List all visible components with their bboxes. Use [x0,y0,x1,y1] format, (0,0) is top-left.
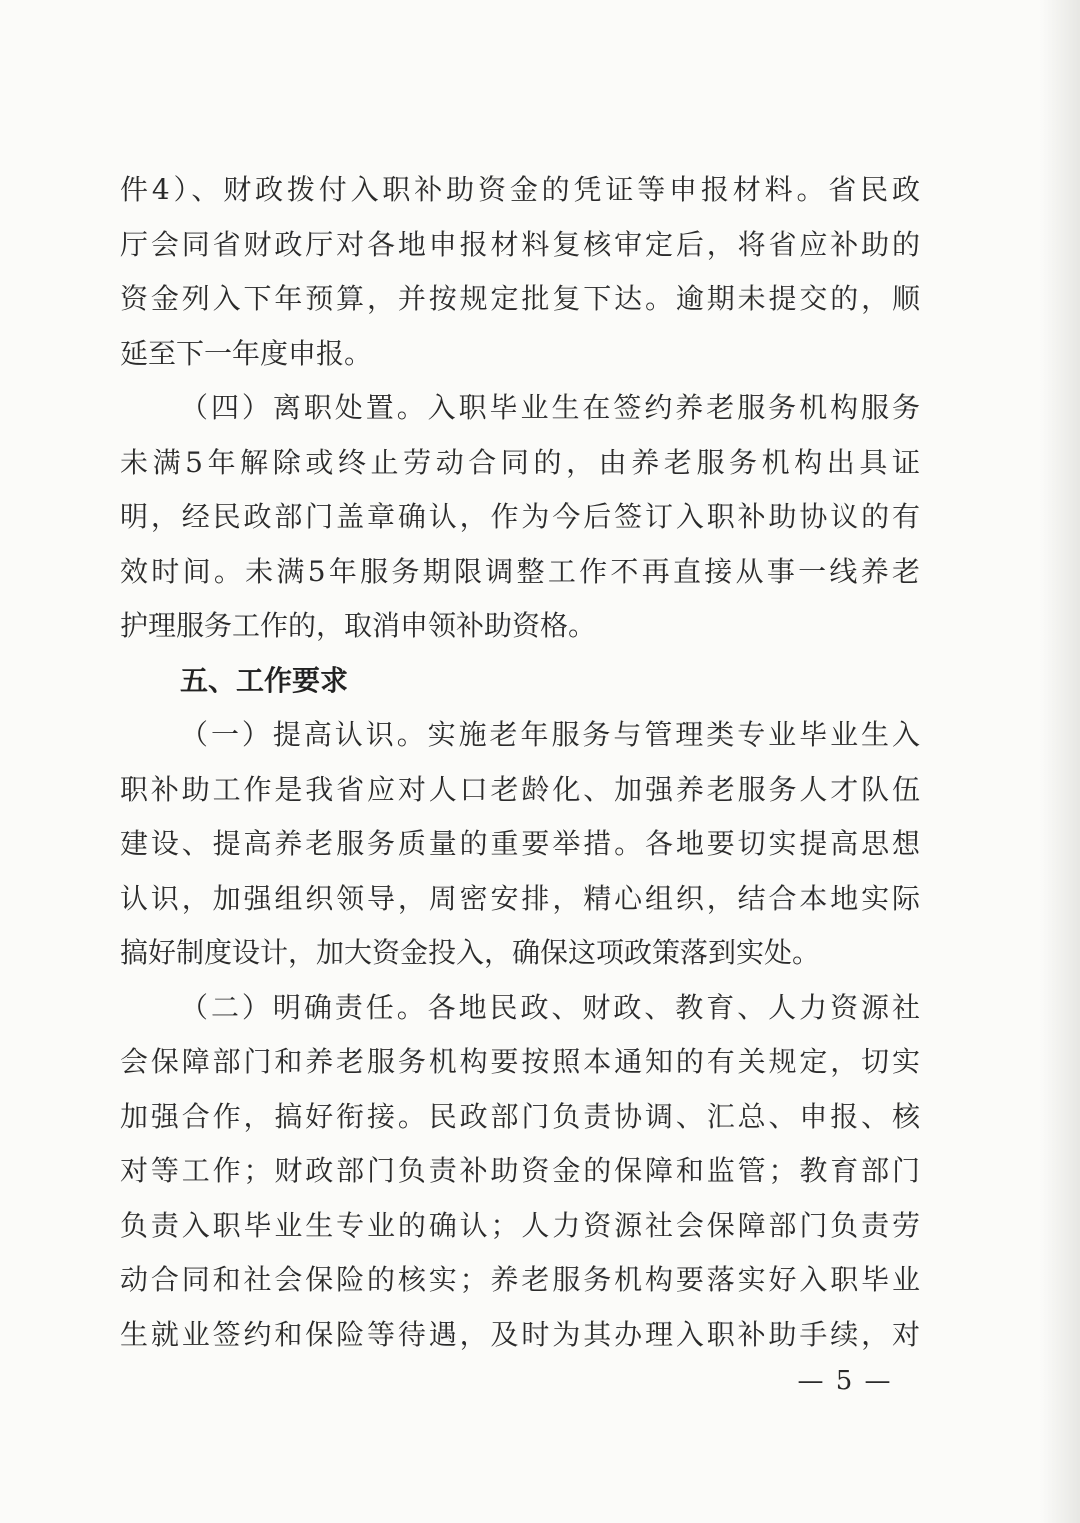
text-line: 动合同和社会保险的核实；养老服务机构要落实好入职毕业 [120,1263,920,1296]
text-line: 建设、提高养老服务质量的重要举措。各地要切实提高思想 [120,827,920,860]
page-number: — 5 — [797,1366,893,1396]
text-line: 生就业签约和保险等待遇，及时为其办理入职补助手续，对 [120,1317,920,1351]
text-line: 未满5年解除或终止劳动合同的，由养老服务机构出具证 [120,445,920,479]
body-text [120,163,920,1362]
paragraph-start-line: （一）提高认识。实施老年服务与管理类专业毕业生入 [180,718,920,751]
text-line: 资金列入下年预算，并按规定批复下达。逾期未提交的，顺 [120,282,920,315]
text-line: 加强合作，搞好衔接。民政部门负责协调、汇总、申报、核 [120,1099,920,1133]
text-line: 明，经民政部门盖章确认，作为今后签订入职补助协议的有 [120,500,920,533]
text-line: 职补助工作是我省应对人口老龄化、加强养老服务人才队伍 [120,772,920,806]
text-line: 件4）、财政拨付入职补助资金的凭证等申报材料。省民政 [120,173,920,206]
text-line: 认识，加强组织领导，周密安排，精心组织，结合本地实际 [120,881,920,915]
text-line: 延至下一年度申报。 [120,336,373,370]
paragraph-start-line: （二）明确责任。各地民政、财政、教育、人力资源社 [180,990,920,1024]
text-line: 负责入职毕业生专业的确认；人力资源社会保障部门负责劳 [120,1208,920,1242]
paragraph-start-line: （四）离职处置。入职毕业生在签约养老服务机构服务 [180,391,920,424]
text-line: 效时间。未满5年服务期限调整工作不再直接从事一线养老 [120,554,920,588]
text-line: 会保障部门和养老服务机构要按照本通知的有关规定，切实 [120,1045,920,1078]
text-line: 护理服务工作的，取消申领补助资格。 [120,609,597,642]
text-line: 搞好制度设计，加大资金投入，确保这项政策落到实处。 [120,936,821,969]
text-line: 对等工作；财政部门负责补助资金的保障和监管；教育部门 [120,1154,920,1187]
text-line: 厅会同省财政厅对各地申报材料复核审定后，将省应补助的 [120,227,920,261]
section-heading: 五、工作要求 [180,663,349,697]
